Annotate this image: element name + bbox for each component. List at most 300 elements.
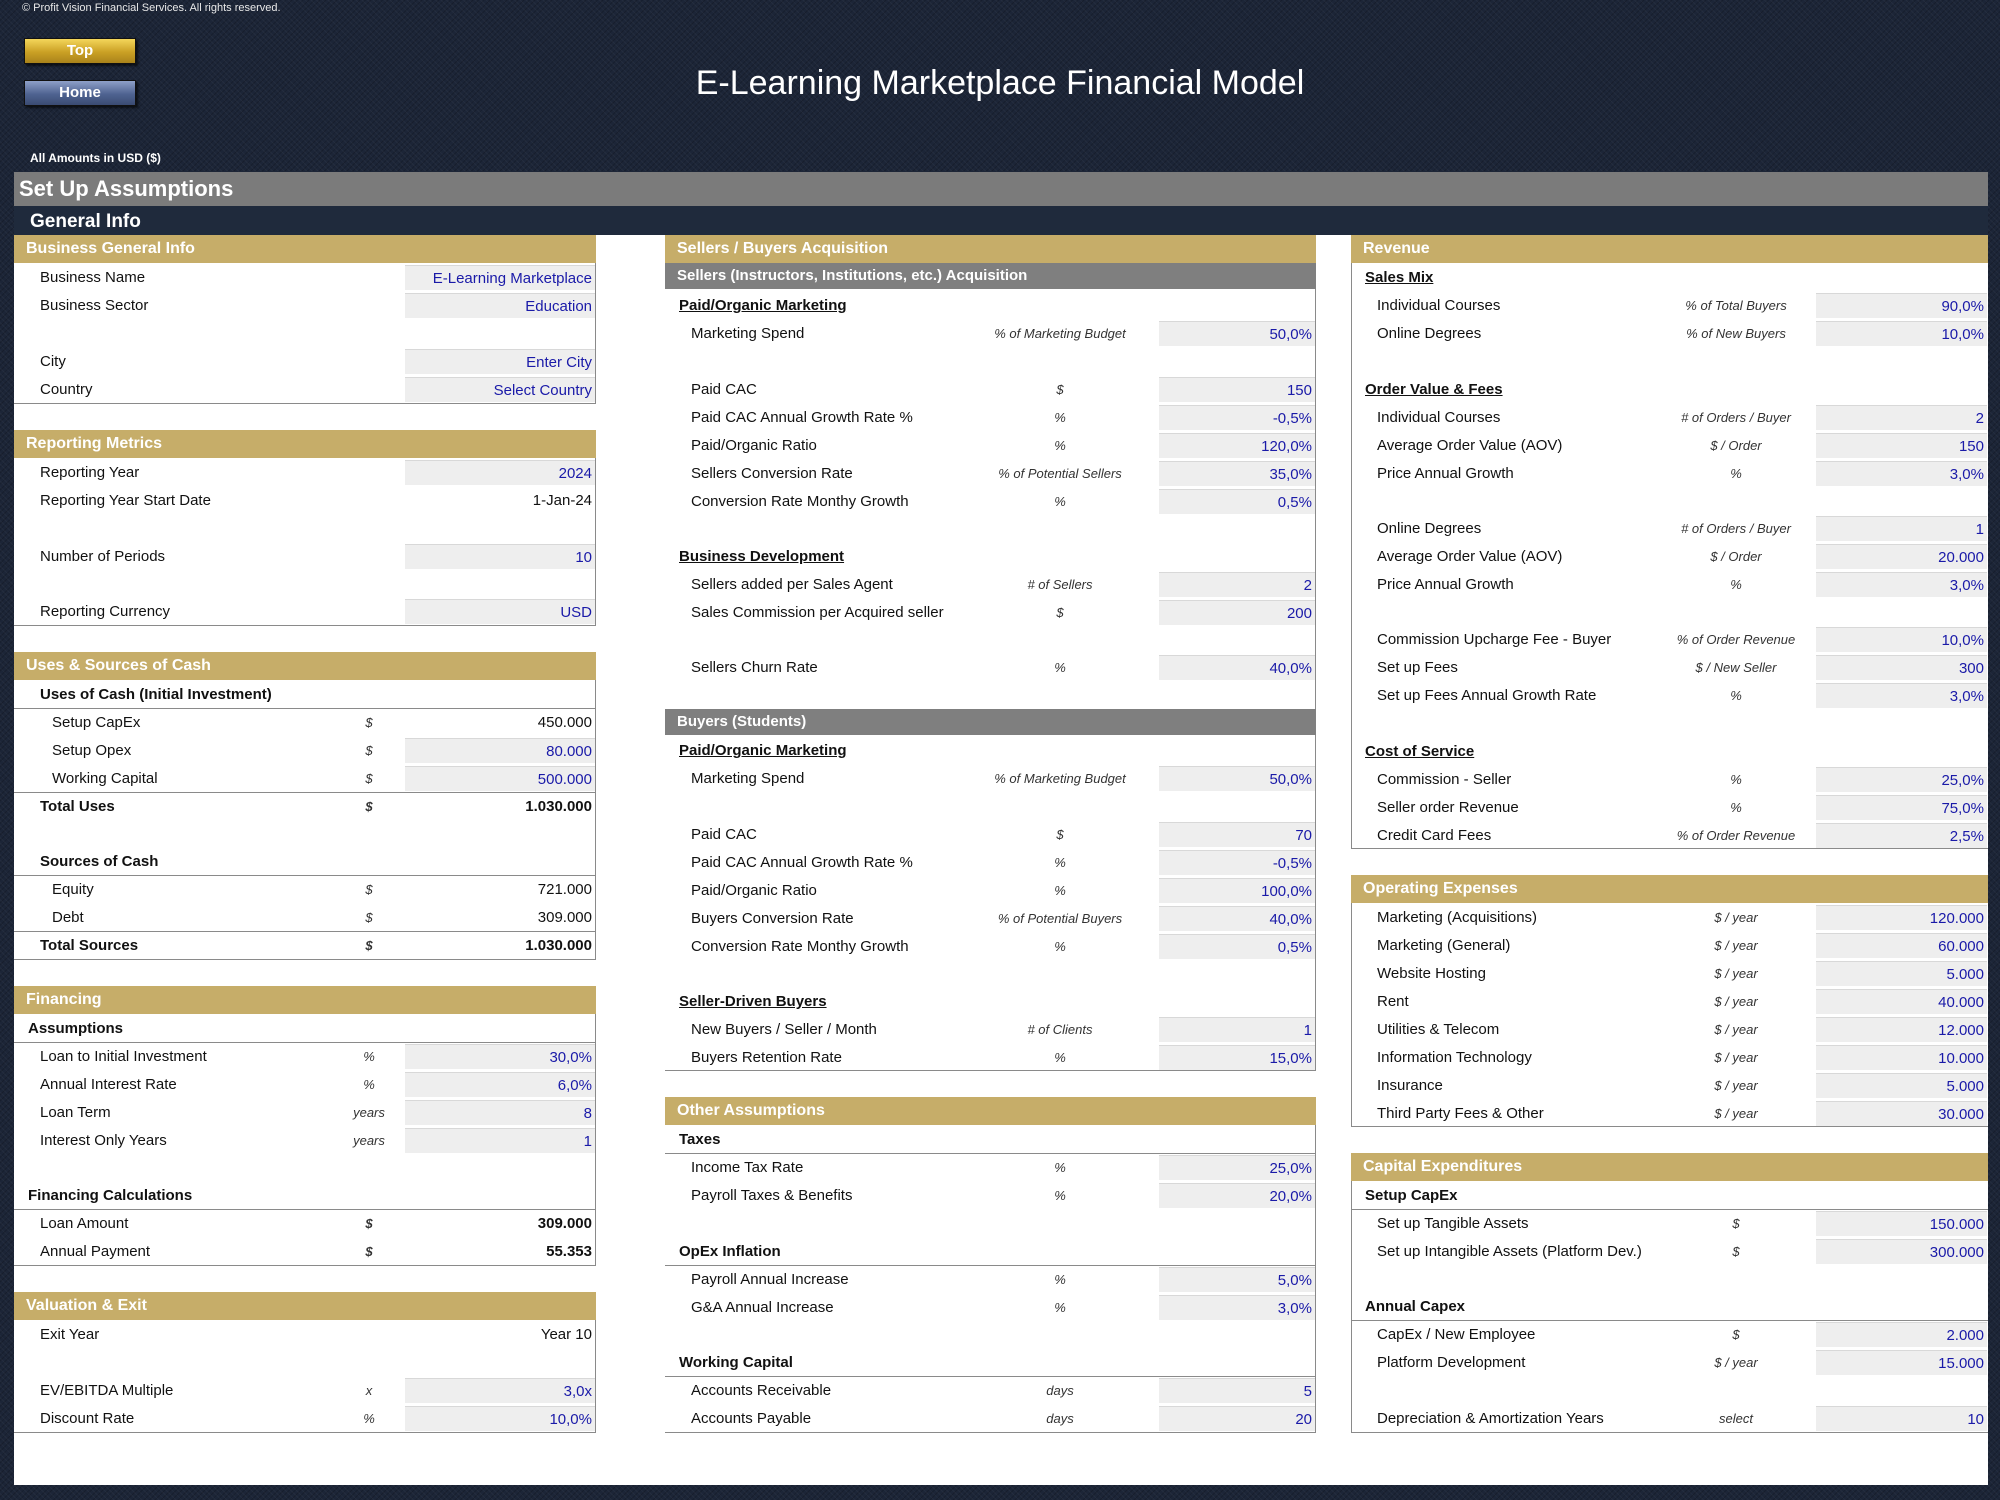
row-label: Reporting Currency: [40, 603, 171, 620]
row-label: Paid CAC: [691, 826, 757, 843]
row-unit: %: [1730, 577, 1742, 592]
row-unit: $ / Order: [1710, 438, 1762, 453]
section-border: [14, 959, 596, 960]
ov-title: Order Value & Fees: [1365, 381, 1503, 398]
total-sources-row: [14, 931, 596, 959]
row-unit: % of Potential Sellers: [998, 466, 1122, 481]
value-input[interactable]: 100,0%: [1159, 878, 1315, 903]
value-input[interactable]: 1: [1159, 1017, 1315, 1042]
section-border: [1351, 1126, 1988, 1127]
sellers-churn-input[interactable]: 40,0%: [1159, 655, 1315, 680]
value-input[interactable]: 90,0%: [1816, 293, 1987, 318]
row-unit: x: [365, 1383, 373, 1398]
row-label: Price Annual Growth: [1377, 465, 1514, 482]
row-label: Paid/Organic Ratio: [691, 882, 817, 899]
row-unit: % of Marketing Budget: [994, 326, 1126, 341]
row-label: Loan to Initial Investment: [40, 1048, 207, 1065]
row-unit: $: [1732, 1216, 1740, 1231]
assumptions-title: Assumptions: [28, 1020, 124, 1037]
row-unit: %: [1054, 660, 1066, 675]
periods-input[interactable]: 10: [405, 544, 595, 569]
row-label: Sellers Churn Rate: [691, 659, 818, 676]
row-label: Paid/Organic Ratio: [691, 437, 817, 454]
row-label: Setup CapEx: [52, 714, 141, 731]
currency-row: [14, 597, 596, 625]
value-input[interactable]: 10,0%: [1816, 321, 1987, 346]
value-input[interactable]: 3,0%: [1159, 1295, 1315, 1320]
assumption-row: [665, 431, 1316, 459]
value-input[interactable]: 5,0%: [1159, 1267, 1315, 1292]
assumption-row: [665, 459, 1316, 487]
row-label: Payroll Taxes & Benefits: [691, 1187, 853, 1204]
assumption-row: [1351, 765, 1988, 793]
valuation-header: Valuation & Exit: [14, 1292, 596, 1320]
assumption-row: [1351, 431, 1988, 459]
value-input[interactable]: 0,5%: [1159, 489, 1315, 514]
business-sector-input[interactable]: Education: [405, 293, 595, 318]
row-unit: %: [1730, 466, 1742, 481]
assumption-row: [665, 904, 1316, 932]
loan-amount-row: [14, 1209, 596, 1237]
setup-capex-value: 450.000: [537, 714, 592, 731]
row-unit: $ / year: [1714, 1022, 1758, 1037]
value-input[interactable]: 40.000: [1816, 989, 1987, 1014]
row-unit: $: [365, 799, 373, 814]
row-unit: $ / year: [1714, 1355, 1758, 1370]
row-label: Paid CAC Annual Growth Rate %: [691, 409, 913, 426]
assumption-row: [1351, 319, 1988, 347]
setup-assumptions-bar: Set Up Assumptions: [14, 172, 1988, 206]
start-date-value: 1-Jan-24: [532, 492, 592, 509]
row-label: Utilities & Telecom: [1377, 1021, 1500, 1038]
section-border: [665, 1070, 1316, 1071]
interest-only-row: [14, 1126, 596, 1154]
row-unit: years: [353, 1105, 385, 1120]
row-unit: %: [1730, 772, 1742, 787]
buyers-subheader: Buyers (Students): [665, 709, 1316, 735]
business-name-row: [14, 263, 596, 291]
row-label: Platform Development: [1377, 1354, 1526, 1371]
total-uses-row: [14, 792, 596, 820]
setup-opex-row: [14, 736, 596, 764]
row-unit: days: [1046, 1383, 1074, 1398]
value-input[interactable]: 15.000: [1816, 1350, 1987, 1375]
uses-title: Uses of Cash (Initial Investment): [40, 686, 272, 703]
row-label: Average Order Value (AOV): [1377, 437, 1563, 454]
value-input[interactable]: 5: [1159, 1378, 1315, 1403]
value-input[interactable]: 25,0%: [1159, 1155, 1315, 1180]
value-input[interactable]: 60.000: [1816, 933, 1987, 958]
row-label: Loan Term: [40, 1104, 111, 1121]
loan-term-input[interactable]: 8: [405, 1100, 595, 1125]
annual-capex-title-row: [1351, 1292, 1988, 1320]
value-input[interactable]: 12.000: [1816, 1017, 1987, 1042]
row-unit: $: [1732, 1327, 1740, 1342]
financing-header: Financing: [14, 986, 596, 1014]
row-unit: $: [365, 882, 373, 897]
row-label: Conversion Rate Monthy Growth: [691, 938, 909, 955]
row-label: City: [40, 353, 66, 370]
value-input[interactable]: 25,0%: [1816, 767, 1987, 792]
assumption-row: [665, 876, 1316, 904]
interest-only-input[interactable]: 1: [405, 1128, 595, 1153]
value-input[interactable]: 2.000: [1816, 1322, 1987, 1347]
section-border: [1351, 1432, 1988, 1433]
row-unit: % of Order Revenue: [1676, 828, 1796, 843]
value-input[interactable]: 75,0%: [1816, 795, 1987, 820]
assumption-row: [665, 1015, 1316, 1043]
row-unit: %: [1054, 494, 1066, 509]
ov-title-row: [1351, 375, 1988, 403]
assumption-row: [1351, 514, 1988, 542]
assumption-row: [665, 487, 1316, 515]
total-sources-value: 1.030.000: [525, 937, 592, 954]
top-button[interactable]: Top: [24, 38, 136, 64]
row-label: Exit Year: [40, 1326, 100, 1343]
row-unit: $ / year: [1714, 994, 1758, 1009]
row-unit: $: [1056, 605, 1064, 620]
value-input[interactable]: 10.000: [1816, 1045, 1987, 1070]
row-label: Commission - Seller: [1377, 771, 1512, 788]
revenue-header: Revenue: [1351, 235, 1988, 263]
interest-rate-row: [14, 1070, 596, 1098]
right-column: [1351, 235, 1988, 1485]
opex-header: Operating Expenses: [1351, 875, 1988, 903]
value-input[interactable]: 20.000: [1816, 544, 1987, 569]
working-capital-input[interactable]: 500.000: [405, 766, 595, 791]
row-label: Annual Payment: [40, 1243, 151, 1260]
value-input[interactable]: 10,0%: [1816, 627, 1987, 652]
value-input[interactable]: 300.000: [1816, 1239, 1987, 1264]
row-label: Payroll Annual Increase: [691, 1271, 849, 1288]
assumption-row: [1351, 1043, 1988, 1071]
value-input[interactable]: 300: [1816, 655, 1987, 680]
row-unit: $ / year: [1714, 910, 1758, 925]
row-unit: # of Orders / Buyer: [1681, 521, 1791, 536]
business-sector-row: [14, 291, 596, 319]
row-label: Credit Card Fees: [1377, 827, 1492, 844]
value-input[interactable]: 0,5%: [1159, 934, 1315, 959]
assumption-row: [1351, 1015, 1988, 1043]
row-label: Marketing (General): [1377, 937, 1511, 954]
assumption-row: [1351, 1099, 1988, 1127]
value-input[interactable]: 120,0%: [1159, 433, 1315, 458]
sellers-paid-title: Paid/Organic Marketing: [679, 297, 847, 314]
assumption-row: [1351, 987, 1988, 1015]
general-info-strip: General Info: [14, 206, 1988, 235]
row-label: Reporting Year: [40, 464, 140, 481]
assumption-row: [1351, 959, 1988, 987]
row-unit: %: [1730, 688, 1742, 703]
inflation-title: OpEx Inflation: [679, 1243, 781, 1260]
sources-title: Sources of Cash: [40, 853, 159, 870]
country-row: [14, 375, 596, 403]
row-unit: %: [1054, 1160, 1066, 1175]
dep-years-select[interactable]: 10: [1816, 1406, 1987, 1431]
calc-title: Financing Calculations: [28, 1187, 193, 1204]
section-border: [595, 458, 596, 625]
row-label: Information Technology: [1377, 1049, 1532, 1066]
reporting-year-row: [14, 458, 596, 486]
row-label: Set up Fees: [1377, 659, 1458, 676]
row-unit: days: [1046, 1411, 1074, 1426]
buyers-paid-title-row: [665, 736, 1316, 764]
row-unit: $: [365, 743, 373, 758]
row-label: Set up Intangible Assets (Platform Dev.): [1377, 1243, 1642, 1260]
row-label: Discount Rate: [40, 1410, 135, 1427]
section-border: [1351, 1181, 1352, 1432]
wc-title-row: [665, 1348, 1316, 1376]
equity-row: [14, 875, 596, 903]
row-label: Insurance: [1377, 1077, 1443, 1094]
row-unit: %: [363, 1077, 375, 1092]
section-border: [1351, 903, 1352, 1126]
value-input[interactable]: 20: [1159, 1406, 1315, 1431]
value-input[interactable]: 2: [1159, 572, 1315, 597]
row-unit: $: [1732, 1244, 1740, 1259]
section-border: [665, 1432, 1316, 1433]
annual-payment-value: 55.353: [546, 1243, 592, 1260]
debt-value: 309.000: [537, 909, 592, 926]
assumption-row: [665, 1404, 1316, 1432]
assumption-row: [665, 848, 1316, 876]
annual-capex-title: Annual Capex: [1365, 1298, 1466, 1315]
exit-year-value: Year 10: [540, 1326, 592, 1343]
row-label: EV/EBITDA Multiple: [40, 1382, 174, 1399]
country-select[interactable]: Select Country: [405, 377, 595, 402]
section-border: [595, 1320, 596, 1432]
row-label: Online Degrees: [1377, 520, 1482, 537]
value-input[interactable]: 20,0%: [1159, 1183, 1315, 1208]
row-unit: $ / year: [1714, 966, 1758, 981]
assumption-row: [665, 1293, 1316, 1321]
value-input[interactable]: 2: [1816, 405, 1987, 430]
row-unit: %: [1730, 800, 1742, 815]
assumption-row: [665, 932, 1316, 960]
row-label: Sellers Conversion Rate: [691, 465, 853, 482]
row-unit: # of Sellers: [1027, 577, 1093, 592]
row-unit: $: [365, 910, 373, 925]
value-input[interactable]: -0,5%: [1159, 405, 1315, 430]
app-title: E-Learning Marketplace Financial Model: [695, 64, 1305, 102]
sales-mix-title-row: [1351, 263, 1988, 291]
row-unit: %: [1054, 1188, 1066, 1203]
row-label: Rent: [1377, 993, 1409, 1010]
left-column: [14, 235, 596, 1485]
discount-rate-row: [14, 1404, 596, 1432]
cos-title-row: [1351, 737, 1988, 765]
ev-ebitda-input[interactable]: 3,0x: [405, 1378, 595, 1403]
row-label: Marketing (Acquisitions): [1377, 909, 1538, 926]
assumption-row: [665, 319, 1316, 347]
value-input[interactable]: 150.000: [1816, 1211, 1987, 1236]
value-input[interactable]: 30.000: [1816, 1101, 1987, 1126]
row-unit: select: [1719, 1411, 1753, 1426]
row-label: Income Tax Rate: [691, 1159, 804, 1176]
currency-select[interactable]: USD: [405, 599, 595, 624]
row-label: Loan Amount: [40, 1215, 129, 1232]
section-border: [595, 1014, 596, 1265]
section-border: [1315, 289, 1316, 735]
row-label: Paid CAC Annual Growth Rate %: [691, 854, 913, 871]
uses-sources-header: Uses & Sources of Cash: [14, 652, 596, 680]
section-border: [1351, 848, 1988, 849]
row-label: Reporting Year Start Date: [40, 492, 211, 509]
row-unit: %: [1054, 1272, 1066, 1287]
assumption-row: [665, 1181, 1316, 1209]
row-unit: %: [1054, 1300, 1066, 1315]
ltv-row: [14, 1042, 596, 1070]
row-label: Number of Periods: [40, 548, 166, 565]
sellers-subheader: Sellers (Instructors, Institutions, etc.) Acquisition: [665, 263, 1316, 289]
sources-title-row: [14, 847, 596, 875]
acquisition-header: Sellers / Buyers Acquisition: [665, 235, 1316, 263]
row-unit: %: [363, 1411, 375, 1426]
value-input[interactable]: 2,5%: [1816, 823, 1987, 848]
interest-rate-input[interactable]: 6,0%: [405, 1072, 595, 1097]
assumption-row: [665, 1376, 1316, 1404]
row-label: Business Sector: [40, 297, 149, 314]
row-label: Individual Courses: [1377, 409, 1501, 426]
section-border: [14, 1432, 596, 1433]
assumption-row: [665, 570, 1316, 598]
value-input[interactable]: 40,0%: [1159, 906, 1315, 931]
reporting-metrics-header: Reporting Metrics: [14, 430, 596, 458]
row-unit: % of Marketing Budget: [994, 771, 1126, 786]
row-label: Depreciation & Amortization Years: [1377, 1410, 1604, 1427]
row-unit: # of Orders / Buyer: [1681, 410, 1791, 425]
row-unit: $ / year: [1714, 1050, 1758, 1065]
row-label: Marketing Spend: [691, 325, 805, 342]
sellers-churn-row: [665, 653, 1316, 681]
assumption-row: [1351, 1071, 1988, 1099]
value-input[interactable]: 3,0%: [1816, 572, 1987, 597]
assumption-row: [665, 820, 1316, 848]
assumption-row: [1351, 1348, 1988, 1376]
row-label: Conversion Rate Monthy Growth: [691, 493, 909, 510]
value-input[interactable]: 15,0%: [1159, 1045, 1315, 1070]
value-input[interactable]: -0,5%: [1159, 850, 1315, 875]
start-date-row: [14, 486, 596, 514]
inflation-title-row: [665, 1237, 1316, 1265]
value-input[interactable]: 3,0%: [1816, 461, 1987, 486]
value-input[interactable]: 5.000: [1816, 961, 1987, 986]
row-unit: %: [1054, 939, 1066, 954]
row-unit: $: [1056, 827, 1064, 842]
row-label: Country: [40, 381, 93, 398]
periods-row: [14, 542, 596, 570]
total-uses-value: 1.030.000: [525, 798, 592, 815]
bd-title-row: [665, 542, 1316, 570]
row-unit: $ / year: [1714, 1078, 1758, 1093]
assumption-row: [1351, 291, 1988, 319]
assumption-row: [1351, 1209, 1988, 1237]
setup-capex-title: Setup CapEx: [1365, 1187, 1458, 1204]
assumption-row: [665, 375, 1316, 403]
assumption-row: [1351, 793, 1988, 821]
row-label: CapEx / New Employee: [1377, 1326, 1536, 1343]
row-label: Debt: [52, 909, 84, 926]
city-input[interactable]: Enter City: [405, 349, 595, 374]
value-input[interactable]: 120.000: [1816, 905, 1987, 930]
row-unit: %: [363, 1049, 375, 1064]
row-unit: %: [1054, 855, 1066, 870]
row-label: Total Sources: [40, 937, 139, 954]
section-border: [595, 263, 596, 403]
value-input[interactable]: 1: [1816, 516, 1987, 541]
equity-value: 721.000: [537, 881, 592, 898]
discount-rate-input[interactable]: 10,0%: [405, 1406, 595, 1431]
value-input[interactable]: 70: [1159, 822, 1315, 847]
assumption-row: [665, 764, 1316, 792]
row-label: Buyers Conversion Rate: [691, 910, 854, 927]
row-unit: $: [365, 1244, 373, 1259]
value-input[interactable]: 200: [1159, 600, 1315, 625]
taxes-title: Taxes: [679, 1131, 721, 1148]
value-input[interactable]: 150: [1816, 433, 1987, 458]
assumption-row: [1351, 570, 1988, 598]
taxes-title-row: [665, 1125, 1316, 1153]
debt-row: [14, 903, 596, 931]
row-unit: %: [1054, 438, 1066, 453]
value-input[interactable]: 50,0%: [1159, 321, 1315, 346]
section-border: [1351, 263, 1352, 848]
annual-payment-row: [14, 1237, 596, 1265]
business-info-header: Business General Info: [14, 235, 596, 263]
dep-row: [1351, 1404, 1988, 1432]
value-input[interactable]: 3,0%: [1816, 683, 1987, 708]
value-input[interactable]: 150: [1159, 377, 1315, 402]
row-label: Business Name: [40, 269, 146, 286]
loan-amount-value: 309.000: [537, 1215, 592, 1232]
value-input[interactable]: 50,0%: [1159, 766, 1315, 791]
assumption-row: [1351, 1237, 1988, 1265]
assumption-row: [665, 1265, 1316, 1293]
setup-opex-input[interactable]: 80.000: [405, 738, 595, 763]
uses-title-row: [14, 680, 596, 708]
row-label: Set up Tangible Assets: [1377, 1215, 1529, 1232]
reporting-year-input[interactable]: 2024: [405, 460, 595, 485]
value-input[interactable]: 35,0%: [1159, 461, 1315, 486]
setup-capex-title-row: [1351, 1181, 1988, 1209]
row-label: Third Party Fees & Other: [1377, 1105, 1544, 1122]
row-unit: $ / New Seller: [1695, 660, 1777, 675]
row-label: Marketing Spend: [691, 770, 805, 787]
home-button[interactable]: Home: [24, 80, 136, 106]
setup-capex-row: [14, 708, 596, 736]
row-unit: $ / Order: [1710, 549, 1762, 564]
row-label: Setup Opex: [52, 742, 132, 759]
value-input[interactable]: 5.000: [1816, 1073, 1987, 1098]
row-label: New Buyers / Seller / Month: [691, 1021, 877, 1038]
ev-ebitda-row: [14, 1376, 596, 1404]
section-border: [1315, 735, 1316, 1070]
row-label: Price Annual Growth: [1377, 576, 1514, 593]
buyers-paid-title: Paid/Organic Marketing: [679, 742, 847, 759]
row-unit: $: [1056, 382, 1064, 397]
section-border: [14, 625, 596, 626]
business-name-input[interactable]: E-Learning Marketplace: [405, 265, 595, 290]
calc-title-row: [14, 1181, 596, 1209]
assumption-row: [1351, 542, 1988, 570]
wc-title: Working Capital: [679, 1354, 793, 1371]
row-label: G&A Annual Increase: [691, 1299, 834, 1316]
ltv-input[interactable]: 30,0%: [405, 1044, 595, 1069]
exit-year-row: [14, 1320, 596, 1348]
bd-title: Business Development: [679, 548, 845, 565]
row-label: Interest Only Years: [40, 1132, 167, 1149]
section-border: [595, 680, 596, 959]
